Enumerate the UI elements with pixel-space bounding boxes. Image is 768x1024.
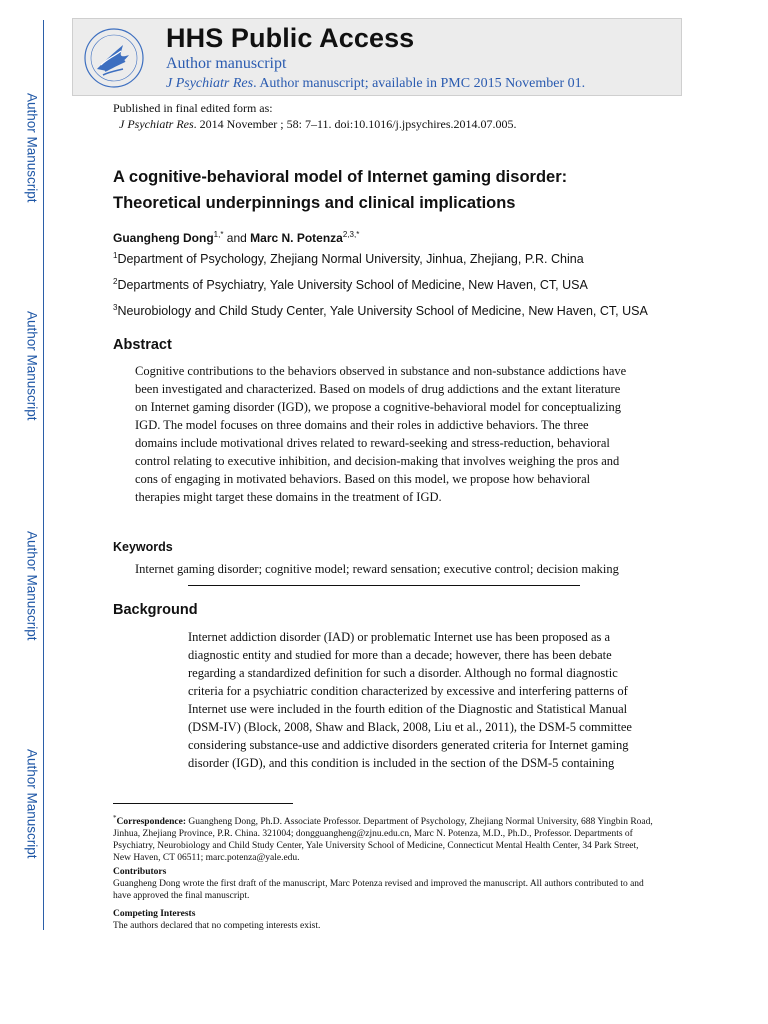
affiliation-text: Neurobiology and Child Study Center, Yale University School of Medicine, New Haven, CT, USA: [117, 304, 648, 319]
citation-line: [113, 116, 517, 132]
abstract-heading: Abstract: [113, 337, 172, 353]
keywords-heading: Keywords: [113, 540, 173, 554]
author-name: Marc N. Potenza: [250, 231, 343, 245]
author-sup: 2,3,*: [342, 230, 360, 239]
author-name: Guangheng Dong: [113, 231, 214, 245]
competing-interests-text: The authors declared that no competing interests exist.: [113, 921, 321, 931]
journal-availability-line: [166, 76, 585, 92]
abstract-line: IGD. The model focuses on three domains and their roles in addictive behaviors. The three: [135, 418, 589, 432]
availability-text: . Author manuscript; available in PMC 2015 November 01.: [253, 76, 586, 91]
correspondence-text: Guangheng Dong, Ph.D. Associate Professor. Department of Psychology, Zhejiang Normal University, 688 Yingbin Road, Jinhua, Zhejiang Province, P.R. China. 321004; dongguangheng@zjnu.edu.cn, Marc N. Potenza, M.D., Ph.D., Professor. Departments of Psychiatry, Neurobiology and Child Study Center, Yale University School of Medicine, Connecticut Mental Health Center, 34 Park Street, New Haven, CT 06511; marc.potenza@yale.edu.: [113, 817, 653, 864]
contributors-heading-text: Contributors: [113, 867, 167, 877]
background-line: disorder (IGD), and this condition is included in the section of the DSM-5 containing: [188, 756, 615, 770]
affiliation: [113, 251, 584, 266]
background-line: (DSM-IV) (Block, 2008, Shaw and Black, 2008, Liu et al., 2011), the DSM-5 committee: [188, 720, 632, 734]
contributors-heading: [113, 866, 653, 878]
journal-abbrev[interactable]: J Psychiatr Res: [166, 76, 254, 91]
abstract-line: therapies might target these domains in the treatment of IGD.: [135, 490, 442, 504]
side-label-author-manuscript: Author Manuscript: [24, 311, 40, 421]
affiliation-text: Departments of Psychiatry, Yale University School of Medicine, New Haven, CT, USA: [117, 278, 588, 293]
footnote-marker: *: [113, 814, 117, 822]
background-heading: Background: [113, 602, 198, 618]
hhs-eagle-seal-icon: [77, 25, 151, 91]
abstract-line: cons of engaging in motivated behaviors. Based on this model, we propose how behavioral: [135, 472, 591, 486]
contributors-text: Guangheng Dong wrote the first draft of the manuscript, Marc Potenza revised and improved the manuscript. All authors contributed to and have approved the final manuscript.: [113, 879, 644, 901]
abstract-line: been investigated and characterized. Based on models of drug addictions and the extant literature: [135, 382, 621, 396]
affiliation-sup: 1: [113, 251, 118, 260]
abstract-line: control relating to executive inhibition, and decision-making that involves weighing the pros and: [135, 454, 620, 468]
background-line: considering substance-use and addictive disorders generated criteria for Internet gaming: [188, 738, 629, 752]
abstract-line: on Internet gaming disorder (IGD), we propose a cognitive-behavioral model for conceptualizing: [135, 400, 621, 414]
background-line: regarding a standardized definition for such a disorder. Although no formal diagnostic: [188, 666, 618, 680]
background-line: criteria for a psychiatric condition characterized by excessive and interfering patterns of: [188, 684, 628, 698]
citation-details[interactable]: . 2014 November ; 58: 7–11. doi:10.1016/j.jpsychires.2014.07.005.: [193, 117, 517, 131]
author-sup: 1,*: [213, 230, 224, 239]
published-label: Published in final edited form as:: [113, 101, 273, 115]
footnote-divider: [113, 803, 293, 804]
left-margin-rule: [43, 20, 44, 930]
background-body: [188, 628, 658, 772]
author-list: [113, 230, 359, 245]
article-title-line2: Theoretical underpinnings and clinical implications: [113, 194, 516, 212]
affiliation: [113, 277, 588, 292]
affiliation-text: Department of Psychology, Zhejiang Normal University, Jinhua, Zhejiang, P.R. China: [117, 252, 584, 267]
competing-heading-text: Competing Interests: [113, 909, 196, 919]
affiliation-sup: 3: [113, 303, 118, 312]
abstract-body: [135, 362, 655, 506]
author-manuscript-subtitle: Author manuscript: [166, 55, 287, 72]
affiliation: [113, 303, 648, 318]
citation-journal-abbrev: J Psychiatr Res: [119, 117, 194, 131]
author-conjunction: and: [223, 231, 251, 245]
abstract-line: Cognitive contributions to the behaviors observed in substance and non-substance addictions have: [135, 364, 627, 378]
background-line: diagnostic entity and studied for more than a decade; however, there has been debate: [188, 648, 612, 662]
correspondence-label: Correspondence:: [116, 817, 186, 828]
background-line: Internet use were included in the fourth edition of the Diagnostic and Statistical Manual: [188, 702, 628, 716]
article-title: [113, 164, 673, 216]
hhs-public-access-title: HHS Public Access: [166, 23, 415, 53]
background-line: Internet addiction disorder (IAD) or problematic Internet use has been proposed as a: [188, 630, 611, 644]
affiliation-sup: 2: [113, 277, 118, 286]
competing-interests-heading: [113, 908, 653, 920]
abstract-line: domains include motivational drives related to reward-seeking and stress-reduction, behavioral: [135, 436, 610, 450]
correspondence-footnote: [113, 812, 653, 864]
side-label-author-manuscript: Author Manuscript: [24, 93, 40, 203]
published-citation: [113, 100, 517, 132]
side-label-author-manuscript: Author Manuscript: [24, 749, 40, 859]
section-divider: [188, 585, 580, 586]
article-title-line1: A cognitive-behavioral model of Internet gaming disorder:: [113, 168, 568, 186]
keywords-text: Internet gaming disorder; cognitive model; reward sensation; executive control; decision making: [135, 562, 619, 576]
side-label-author-manuscript: Author Manuscript: [24, 531, 40, 641]
